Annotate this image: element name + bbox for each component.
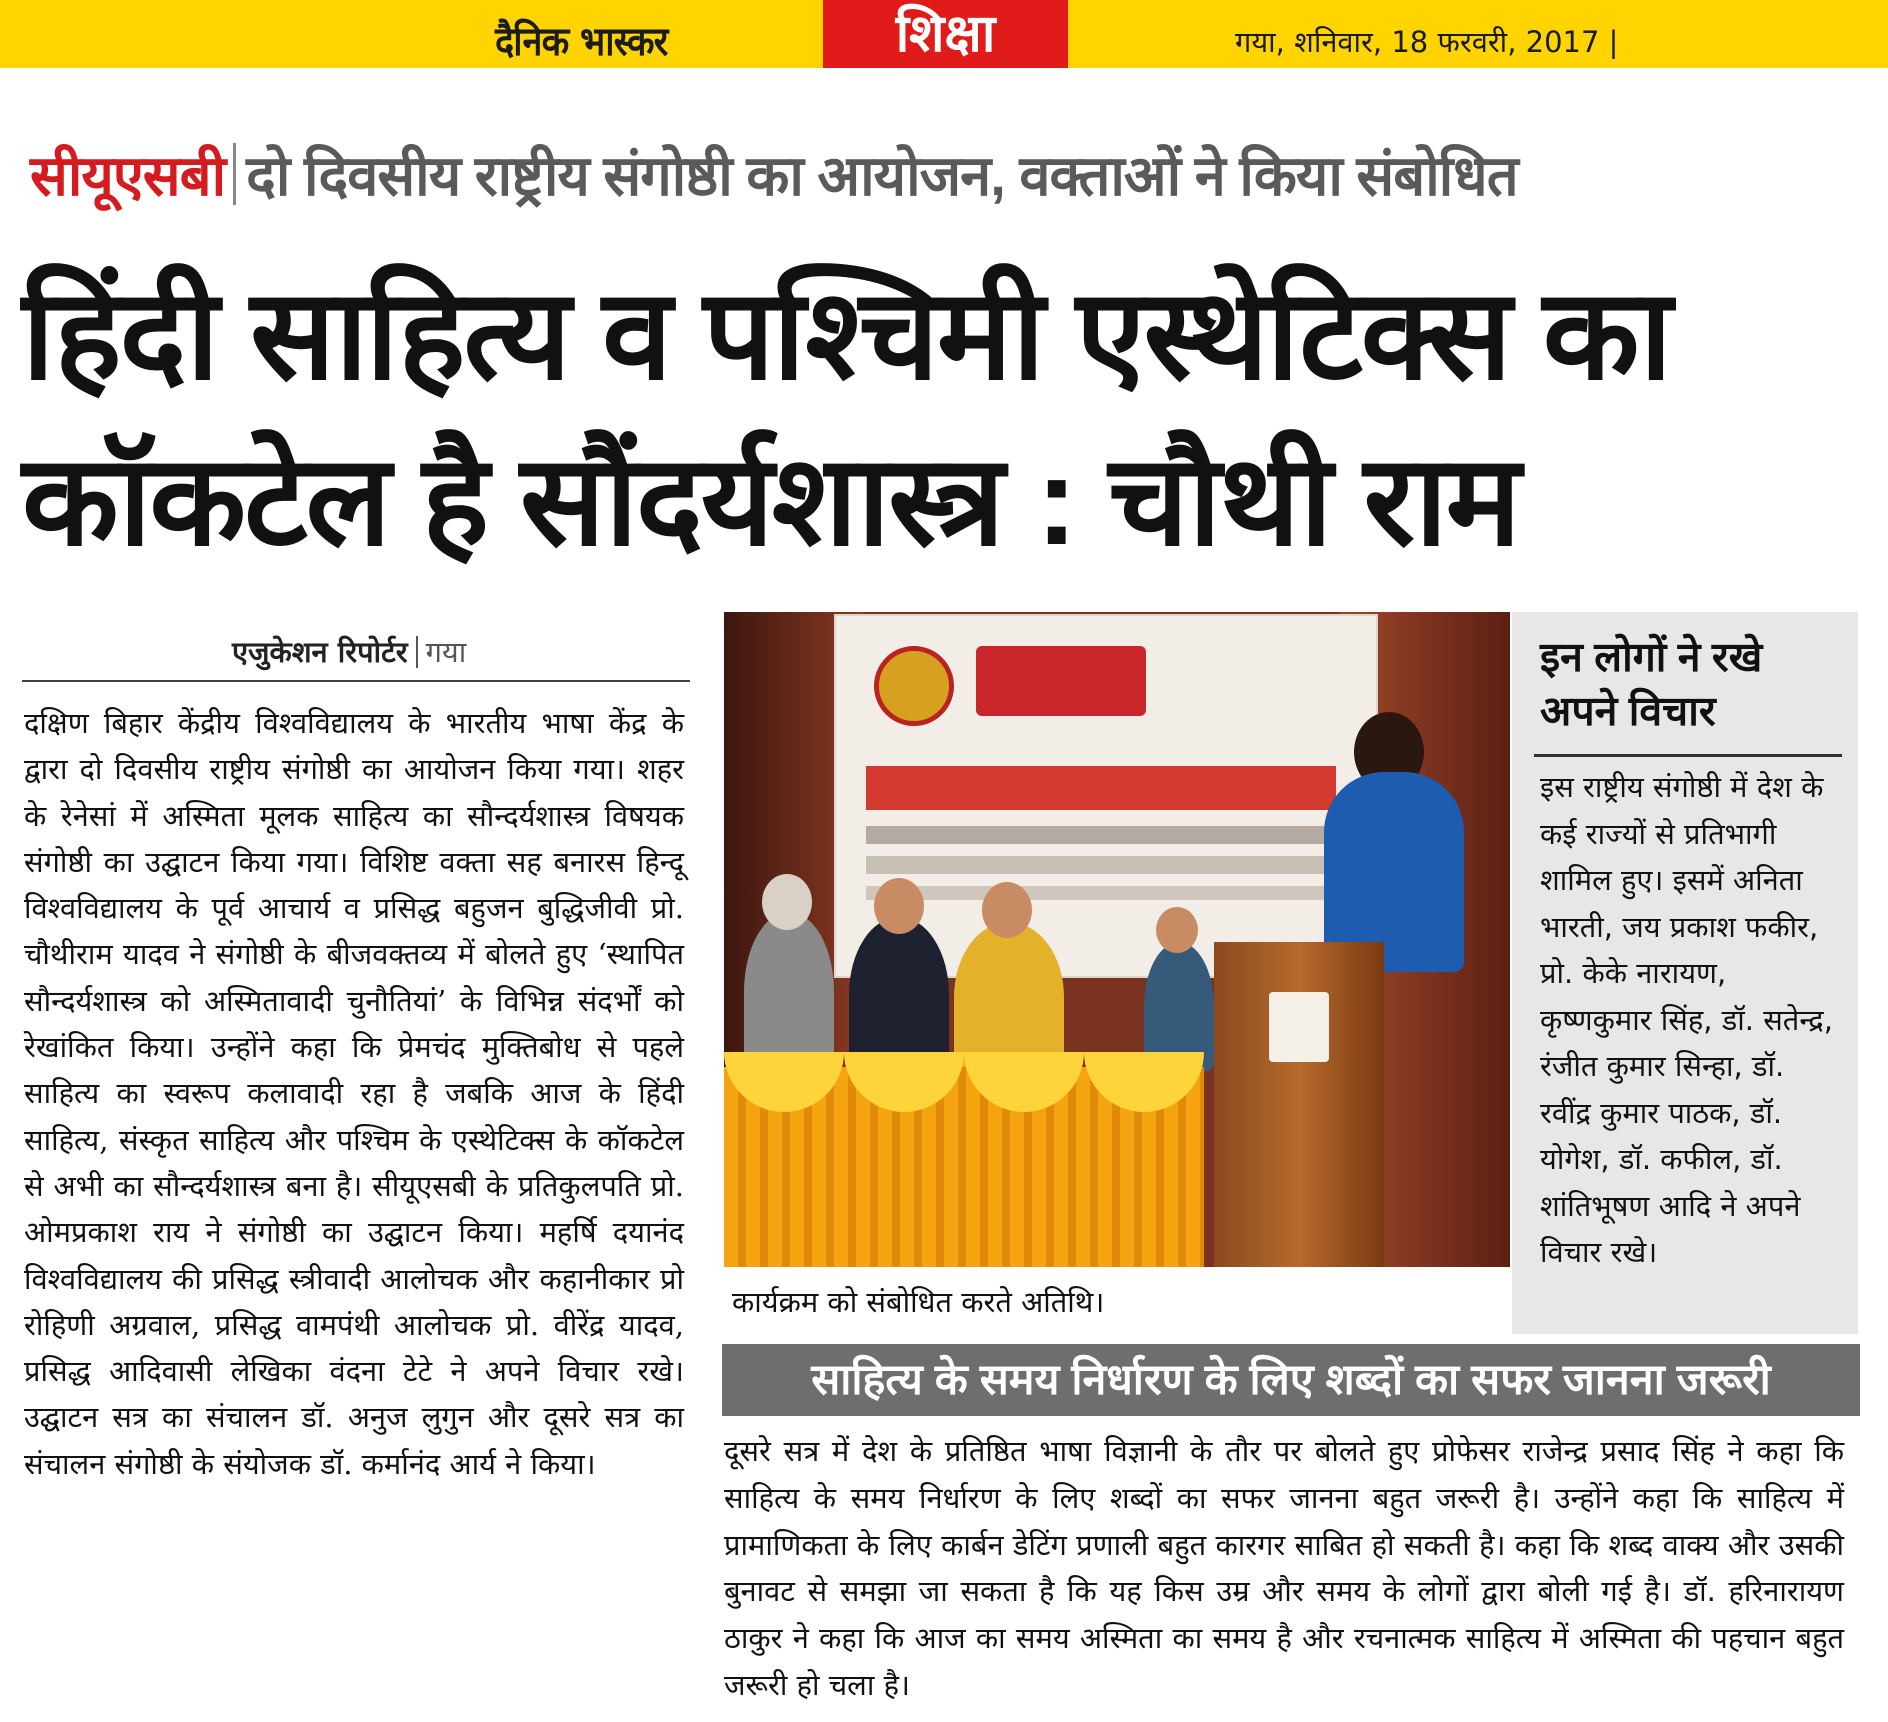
banner-red-strip	[866, 766, 1336, 810]
guest-head	[762, 874, 812, 930]
kicker	[30, 136, 1518, 212]
banner-logo-icon	[874, 646, 954, 726]
kicker-divider	[233, 143, 236, 205]
guest-figure	[849, 917, 949, 1072]
newspaper-brand: दैनिक भास्कर	[495, 19, 668, 65]
kicker-tag: सीयूएसबी	[30, 144, 226, 207]
byline	[232, 632, 466, 671]
banner-text-strip	[866, 886, 1336, 900]
sidebar-text: इस राष्ट्रीय संगोष्ठी में देश के कई राज्यों से प्रतिभागी शामिल हुए। इसमें अनिता भारती, जय प्रकाश फकीर, प्रो. केके नारायण, कृष्णकुमार सिंह, डॉ. सतेन्द्र, रंजीत कुमार सिन्हा, डॉ. रवींद्र कुमार पाठक, डॉ. योगेश, डॉ. कफील, डॉ. शांतिभूषण आदि ने अपने विचार रखे।	[1540, 770, 1833, 1269]
section-label-box	[823, 0, 1068, 68]
dateline: गया, शनिवार, 18 फरवरी, 2017 |	[1235, 25, 1619, 59]
guest-head	[1156, 907, 1198, 953]
sidebar-box	[1512, 612, 1858, 1334]
podium-emblem-icon	[1269, 992, 1329, 1062]
kicker-text: दो दिवसीय राष्ट्रीय संगोष्ठी का आयोजन, वक्ताओं ने किया संबोधित	[246, 144, 1518, 207]
guest-figure	[744, 912, 834, 1072]
byline-divider	[416, 636, 418, 668]
photo-caption: कार्यक्रम को संबोधित करते अतिथि।	[732, 1285, 1105, 1319]
headline-line-2: कॉकटेल है सौंदर्यशास्त्र : चौथी राम	[22, 430, 1519, 571]
podium	[1214, 942, 1384, 1267]
event-photo	[724, 612, 1510, 1267]
headline-line-1: हिंदी साहित्य व पश्चिमी एस्थेटिक्स का	[22, 264, 1671, 405]
guest-head	[982, 882, 1032, 938]
byline-city: गया	[425, 635, 467, 669]
byline-rule	[22, 680, 690, 682]
subhead-band	[722, 1344, 1860, 1416]
subhead-text: साहित्य के समय निर्धारण के लिए शब्दों का सफर जानना जरूरी	[811, 1356, 1771, 1404]
sidebar-rule	[1534, 754, 1842, 757]
second-story-body: दूसरे सत्र में देश के प्रतिष्ठित भाषा विज्ञानी के तौर पर बोलते हुए प्रोफेसर राजेन्द्र प्रसाद सिंह ने कहा कि साहित्य के समय निर्धारण के लिए शब्दों का सफर जानना बहुत जरूरी है। उन्होंने कहा कि साहित्य में प्रामाणिकता के लिए कार्बन डेटिंग प्रणाली बहुत कारगर साबित हो सकती है। कहा कि शब्द वाक्य और उसकी बुनावट से समझा जा सकता है कि यह किस उम्र और समय के लोगों द्वारा बोली गई है। डॉ. हरिनारायण ठाकुर ने कहा कि आज का समय अस्मिता का समय है और रचनात्मक साहित्य में अस्मिता की पहचान बहुत जरूरी हो चला है।	[724, 1434, 1844, 1702]
article-body: दक्षिण बिहार केंद्रीय विश्वविद्यालय के भारतीय भाषा केंद्र के द्वारा दो दिवसीय राष्ट्रीय संगोष्ठी का आयोजन किया गया। शहर के रेनेसां में अस्मिता मूलक साहित्य का सौन्दर्यशास्त्र विषयक संगोष्ठी का उद्घाटन किया गया। विशिष्ट वक्ता सह बनारस हिन्दू विश्वविद्यालय के पूर्व आचार्य व प्रसिद्ध बहुजन बुद्धिजीवी प्रो. चौथीराम यादव ने संगोष्ठी के बीजवक्तव्य में बोलते हुए ‘स्थापित सौन्दर्यशास्त्र को अस्मितावादी चुनौतियां’ के विभिन्न संदर्भों को रेखांकित किया। उन्होंने कहा कि प्रेमचंद मुक्तिबोध से पहले साहित्य का स्वरूप कलावादी रहा है जबकि आज के हिंदी साहित्य, संस्कृत साहित्य और पश्चिम के एस्थेटिक्स के कॉकटेल से अभी का सौन्दर्यशास्त्र बना है। सीयूएसबी के प्रतिकुलपति प्रो. ओमप्रकाश राय ने संगोष्ठी का उद्घाटन किया। महर्षि दयानंद विश्वविद्यालय की प्रसिद्ध स्त्रीवादी आलोचक और कहानीकार प्रो रोहिणी अग्रवाल, प्रसिद्ध वामपंथी आलोचक प्रो. वीरेंद्र यादव, प्रसिद्ध आदिवासी लेखिका वंदना टेटे ने अपने विचार रखे। उद्घाटन सत्र का संचालन डॉ. अनुज लुगुन और दूसरे सत्र का संचालन संगोष्ठी के संयोजक डॉ. कर्मानंद आर्य ने किया।	[24, 706, 684, 1481]
banner-text-strip	[866, 826, 1336, 844]
section-label: शिक्षा	[895, 4, 996, 64]
headline	[22, 252, 1872, 584]
byline-reporter: एजुकेशन रिपोर्टर	[232, 635, 408, 669]
guest-figure	[954, 922, 1064, 1072]
banner-red-panel	[976, 646, 1146, 716]
banner-text-strip	[866, 856, 1336, 874]
masthead-bar	[0, 0, 1888, 68]
sidebar-title: इन लोगों ने रखे अपने विचार	[1540, 634, 1763, 734]
guest-head	[874, 878, 924, 934]
